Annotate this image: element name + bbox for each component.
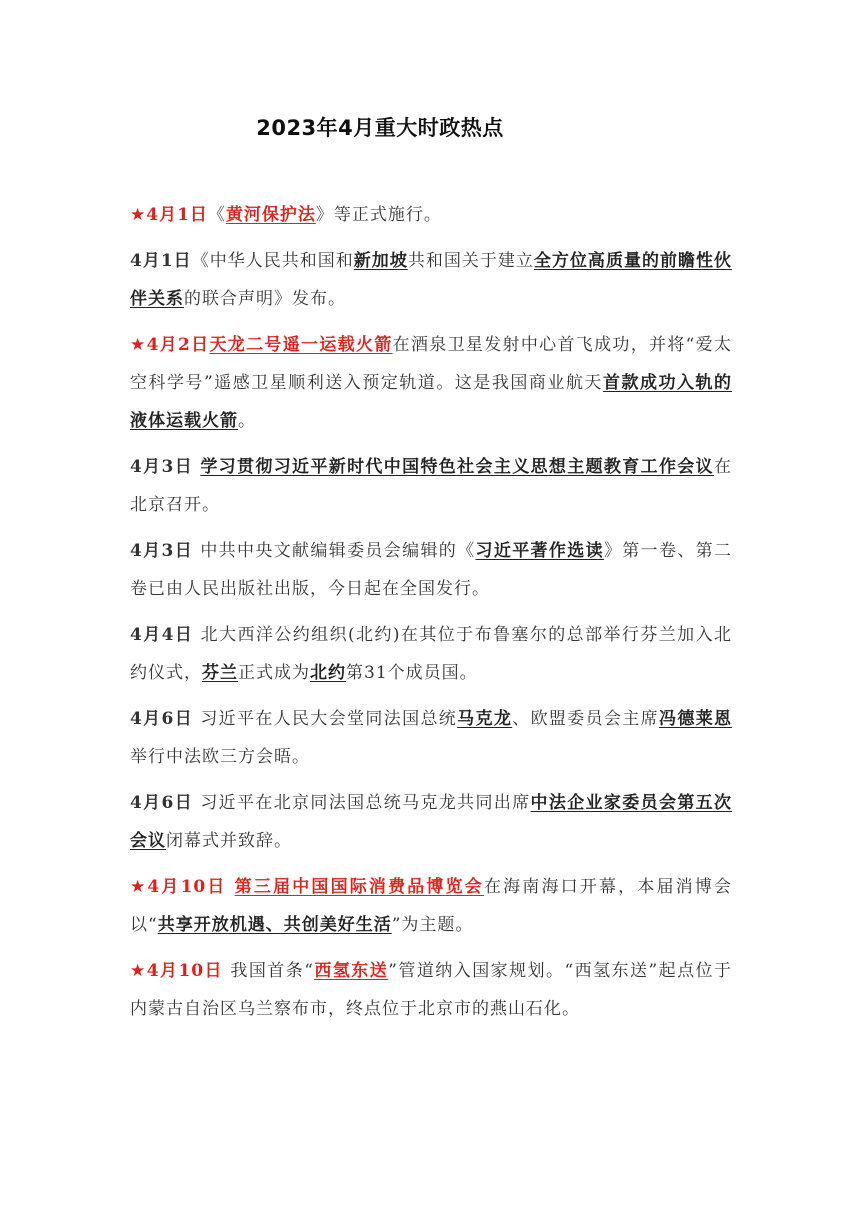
item-text: 中共中央文献编辑委员会编辑的《	[200, 541, 476, 561]
item-text: 的联合声明》发布。	[184, 289, 346, 309]
page-title: 2023年4月重大时政热点	[256, 116, 504, 140]
item-text: ”为主题。	[391, 915, 474, 935]
item-text: 》等正式施行。	[315, 205, 442, 225]
item-keyword: 习近平著作选读	[475, 541, 604, 561]
item-keyword: 北约	[310, 663, 346, 683]
item-date: 4月1日	[130, 251, 192, 271]
item-date: 4月2日	[146, 335, 210, 355]
news-item	[130, 448, 732, 524]
item-text: 闭幕式并致辞。	[166, 831, 292, 851]
item-text: ”管道纳入国家规划。“西氢东送”起点位于内蒙古自治区乌兰察布市，终点位于北京市的燕山石化。	[130, 961, 733, 1019]
item-keyword: 天龙二号遥一运载火箭	[209, 335, 393, 355]
item-keyword: 中法企业家委员会第五次会议	[130, 793, 733, 851]
news-list	[130, 196, 732, 1036]
item-date: 4月6日	[130, 793, 201, 813]
news-item	[130, 616, 732, 692]
item-text: 》第一卷、第二卷已由人民出版社出版，今日起在全国发行。	[130, 541, 733, 599]
item-keyword: 共享开放机遇、共创美好生活	[157, 915, 392, 935]
item-text: 在北京召开。	[130, 457, 733, 515]
item-date: 4月1日	[146, 205, 208, 225]
item-text: 第31个成员国。	[346, 663, 478, 683]
item-text: 习近平在人民大会堂同法国总统	[200, 709, 458, 729]
item-keyword: 学习贯彻习近平新时代中国特色社会主义思想主题教育工作会议	[200, 457, 715, 477]
item-date: 4月3日	[130, 457, 201, 477]
news-item	[130, 242, 732, 318]
item-keyword: 马克龙	[457, 709, 513, 729]
item-keyword: 芬兰	[202, 663, 238, 683]
news-item	[130, 326, 732, 440]
star-icon: ★	[130, 961, 147, 981]
item-text: 习近平在北京同法国总统马克龙共同出席	[200, 793, 531, 813]
item-keyword: 首款成功入轨的液体运载火箭	[130, 373, 732, 431]
news-item	[130, 784, 732, 860]
item-keyword: 黄河保护法	[225, 205, 316, 225]
item-keyword: 第三届中国国际消费品博览会	[234, 877, 484, 897]
item-date: 4月4日	[130, 625, 201, 645]
item-text: 在海南海口开幕，本届消博会以“	[130, 877, 733, 935]
item-date: 4月10日	[147, 877, 235, 897]
item-text: 在酒泉卫星发射中心首飞成功，并将“爱太空科学号”遥感卫星顺利送入预定轨道。这是我国商业航天	[130, 335, 732, 393]
item-date: 4月10日	[146, 961, 231, 981]
news-item	[130, 700, 732, 776]
item-text: 、欧盟委员会主席	[512, 709, 659, 729]
item-text: 《中华人民共和国和	[191, 251, 354, 271]
item-text: 。	[238, 411, 256, 431]
item-date: 4月6日	[130, 709, 201, 729]
news-item	[130, 196, 732, 234]
star-icon: ★	[130, 877, 148, 897]
item-text: 举行中法欧三方会晤。	[130, 747, 310, 767]
news-item	[130, 952, 732, 1028]
item-text: 《	[207, 205, 226, 225]
item-keyword: 西氢东送	[313, 961, 389, 981]
news-item	[130, 532, 732, 608]
star-icon: ★	[130, 335, 147, 355]
item-text: 北大西洋公约组织(北约)在其位于布鲁塞尔的总部举行芬兰加入北约仪式，	[130, 625, 733, 683]
item-text: 共和国关于建立	[407, 251, 534, 271]
item-keyword: 全方位高质量的前瞻性伙伴关系	[130, 251, 733, 309]
item-date: 4月3日	[130, 541, 201, 561]
news-item	[130, 868, 732, 944]
item-text: 我国首条“	[230, 961, 314, 981]
star-icon: ★	[130, 205, 147, 225]
item-keyword: 新加坡	[353, 251, 408, 271]
item-keyword: 冯德莱恩	[659, 709, 733, 729]
item-text: 正式成为	[238, 663, 310, 683]
